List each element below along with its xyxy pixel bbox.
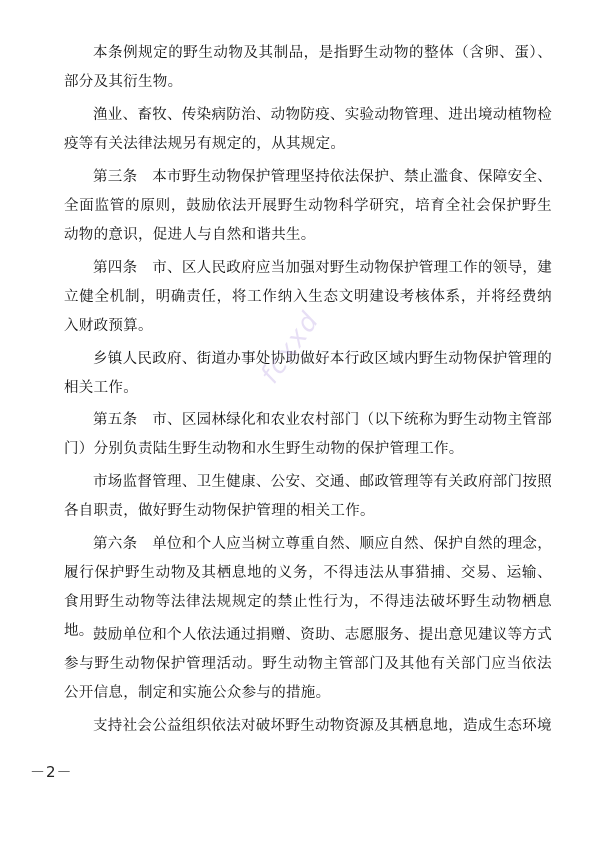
paragraph-other-departments: 市场监督管理、卫生健康、公安、交通、邮政管理等有关政府部门按照各自职责，做好野生动物保护管理的相关工作。 xyxy=(64,474,552,519)
page-number: －2－ xyxy=(30,763,73,781)
paragraph-article-5: 第五条 市、区园林绿化和农业农村部门（以下统称为野生动物主管部门）分别负责陆生野生动物和水生野生动物的保护管理工作。 xyxy=(64,412,552,457)
paragraph-other-laws: 渔业、畜牧、传染病防治、动物防疫、实验动物管理、进出境动植物检疫等有关法律法规另有规定的，从其规定。 xyxy=(64,107,552,152)
watermark: fcxxd xyxy=(255,305,326,390)
paragraph-public-participation: 鼓励单位和个人依法通过捐赠、资助、志愿服务、提出意见建议等方式参与野生动物保护管理活动。野生动物主管部门及其他有关部门应当依法公开信息，制定和实施公众参与的措施。 xyxy=(64,627,552,701)
paragraph-article-6: 第六条 单位和个人应当树立尊重自然、顺应自然、保护自然的理念，履行保护野生动物及其栖息地的义务，不得违法从事猎捕、交易、运输、食用野生动物等法律法规规定的禁止性行为，不得违法破坏野生动物栖息地。 xyxy=(64,536,552,639)
paragraph-public-interest-orgs: 支持社会公益组织依法对破坏野生动物资源及其栖息地，造成生态环境 xyxy=(93,718,552,734)
paragraph-township-duties: 乡镇人民政府、街道办事处协助做好本行政区域内野生动物保护管理的相关工作。 xyxy=(64,351,552,396)
paragraph-article-4: 第四条 市、区人民政府应当加强对野生动物保护管理工作的领导，建立健全机制，明确责任，将工作纳入生态文明建设考核体系，并将经费纳入财政预算。 xyxy=(64,260,552,334)
paragraph-definition: 本条例规定的野生动物及其制品，是指野生动物的整体（含卵、蛋）、部分及其衍生物。 xyxy=(64,45,552,90)
paragraph-article-3: 第三条 本市野生动物保护管理坚持依法保护、禁止滥食、保障安全、全面监管的原则，鼓励依法开展野生动物科学研究，培育全社会保护野生动物的意识，促进人与自然和谐共生。 xyxy=(64,169,552,243)
